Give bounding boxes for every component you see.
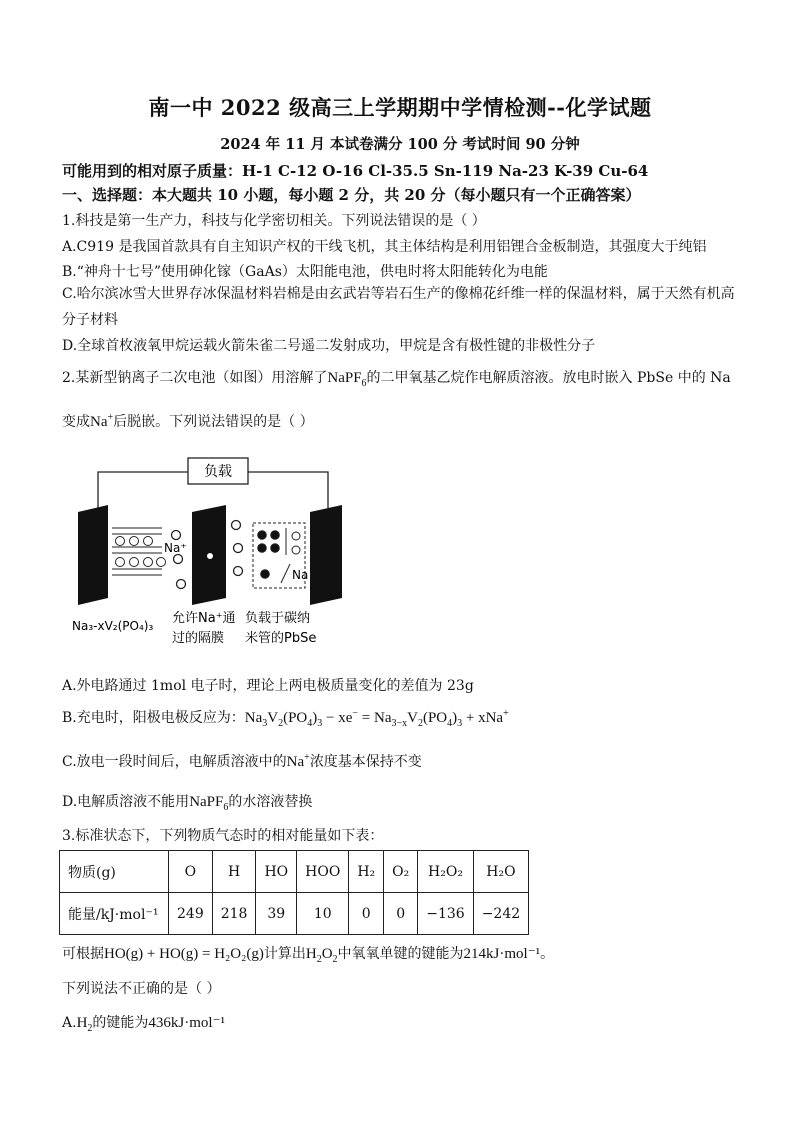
q2-option-a: A.外电路通过 1mol 电子时，理论上两电极质量变化的差值为 23g: [62, 678, 474, 694]
table-cell: −242: [473, 893, 528, 935]
table-cell: H₂: [349, 851, 384, 893]
exam-info: 2024 年 11 月 本试卷满分 100 分 考试时间 90 分钟: [220, 136, 580, 153]
left-lattice: [112, 528, 166, 575]
right-caption-1: 负载于碳纳: [245, 611, 311, 626]
q1-option-d: D.全球首枚液氧甲烷运载火箭朱雀二号遥二发射成功，甲烷是含有极性键的非极性分子: [62, 338, 596, 354]
q2-option-b: B.充电时，阳极电极反应为：$Na_3V_2(PO_4)_3 - xe^- = Na_{3-x}V_2(PO_4)_3 + xNa^+$: [62, 708, 509, 729]
table-cell: O: [169, 851, 213, 893]
energy-table: [59, 850, 529, 935]
table-cell: H₂O₂: [418, 851, 473, 893]
left-electrode: [78, 505, 108, 605]
q3-question: 下列说法不正确的是（ ）: [62, 981, 221, 997]
table-cell: 0: [349, 893, 384, 935]
table-cell: 39: [256, 893, 297, 935]
table-cell: 249: [169, 893, 213, 935]
q2-stem-part1: 2.某新型钠离子二次电池（如图）用溶解了: [62, 370, 328, 386]
load-label: 负载: [204, 464, 232, 480]
table-cell: 0: [384, 893, 418, 935]
table-cell: HO: [256, 851, 297, 893]
section-heading: 一、选择题：本大题共 10 小题，每小题 2 分，共 20 分（每小题只有一个正确答案）: [62, 186, 641, 204]
middle-caption-2: 过的隔膜: [172, 631, 225, 646]
table-row: [60, 851, 529, 893]
na-right-label: Na: [292, 568, 309, 582]
q1-stem: 1.科技是第一生产力，科技与化学密切相关。下列说法错误的是（ ）: [62, 213, 486, 229]
table-row: [60, 893, 529, 935]
q1-option-b: B.“神舟十七号”使用砷化镓（GaAs）太阳能电池，供电时将太阳能转化为电能: [62, 264, 548, 280]
middle-caption-1: 允许Na⁺通: [172, 611, 236, 626]
q2-stem-line2: 变成Na+后脱嵌。下列说法错误的是（ ）: [62, 412, 314, 430]
q2-b-equation: $Na_3V_2(PO_4)_3 - xe^- = Na_{3-x}V_2(PO_4)_3 + xNa^+$: [244, 708, 509, 729]
q3-note: 可根据HO(g) + HO(g) = H₂O₂(g)计算出$H_2O_2$中氧氧单键的键能为214kJ·mol⁻¹。: [62, 946, 555, 965]
q3-option-a: $A.H_2$的键能为436kJ·mol⁻¹: [62, 1015, 225, 1034]
q2-option-d: D.电解质溶液不能用NaPF$_6$的水溶液替换: [62, 794, 313, 813]
table-cell: −136: [418, 893, 473, 935]
na-ion-label: Na⁺: [164, 541, 187, 555]
table-header: 能量/kJ·mol⁻¹: [60, 893, 169, 935]
right-caption-2: 米管的PbSe: [245, 631, 317, 646]
napf6-formula: NaPF$_6$: [327, 370, 367, 389]
table-cell: H₂O: [473, 851, 528, 893]
page-title: 南一中 2022 级高三上学期期中学情检测--化学试题: [148, 95, 652, 120]
q1-option-c: C.哈尔滨冰雪大世界存冰保温材料岩棉是由玄武岩等岩石生产的像棉花纤维一样的保温材料，属于天然有机高分子材料: [62, 286, 735, 328]
table-cell: 218: [212, 893, 256, 935]
q3-stem: 3.标准状态下，下列物质气态时的相对能量如下表：: [62, 828, 384, 844]
left-caption: Na₃-xV₂(PO₄)₃: [72, 619, 154, 633]
table-cell: HOO: [297, 851, 349, 893]
q2-option-c: C.放电一段时间后，电解质溶液中的Na+浓度基本保持不变: [62, 752, 422, 770]
battery-diagram: [60, 450, 360, 650]
atomic-masses: 可能用到的相对原子质量：H-1 C-12 O-16 Cl-35.5 Sn-119 Na-23 K-39 Cu-64: [62, 162, 649, 180]
table-cell: O₂: [384, 851, 418, 893]
q2-stem-line1: [62, 367, 731, 389]
q2-stem-part2: 的二甲氧基乙烷作电解质溶液。放电时嵌入 PbSe 中的 Na: [366, 370, 731, 386]
table-cell: H: [212, 851, 256, 893]
right-electrode: [310, 505, 342, 605]
na-ion-formula: Na+: [90, 412, 114, 430]
table-cell: 10: [297, 893, 349, 935]
table-header: 物质(g): [60, 851, 169, 893]
q1-option-a: A.C919 是我国首款具有自主知识产权的干线飞机，其主体结构是利用铝锂合金板制造，其强度大于纯铝: [62, 239, 707, 255]
